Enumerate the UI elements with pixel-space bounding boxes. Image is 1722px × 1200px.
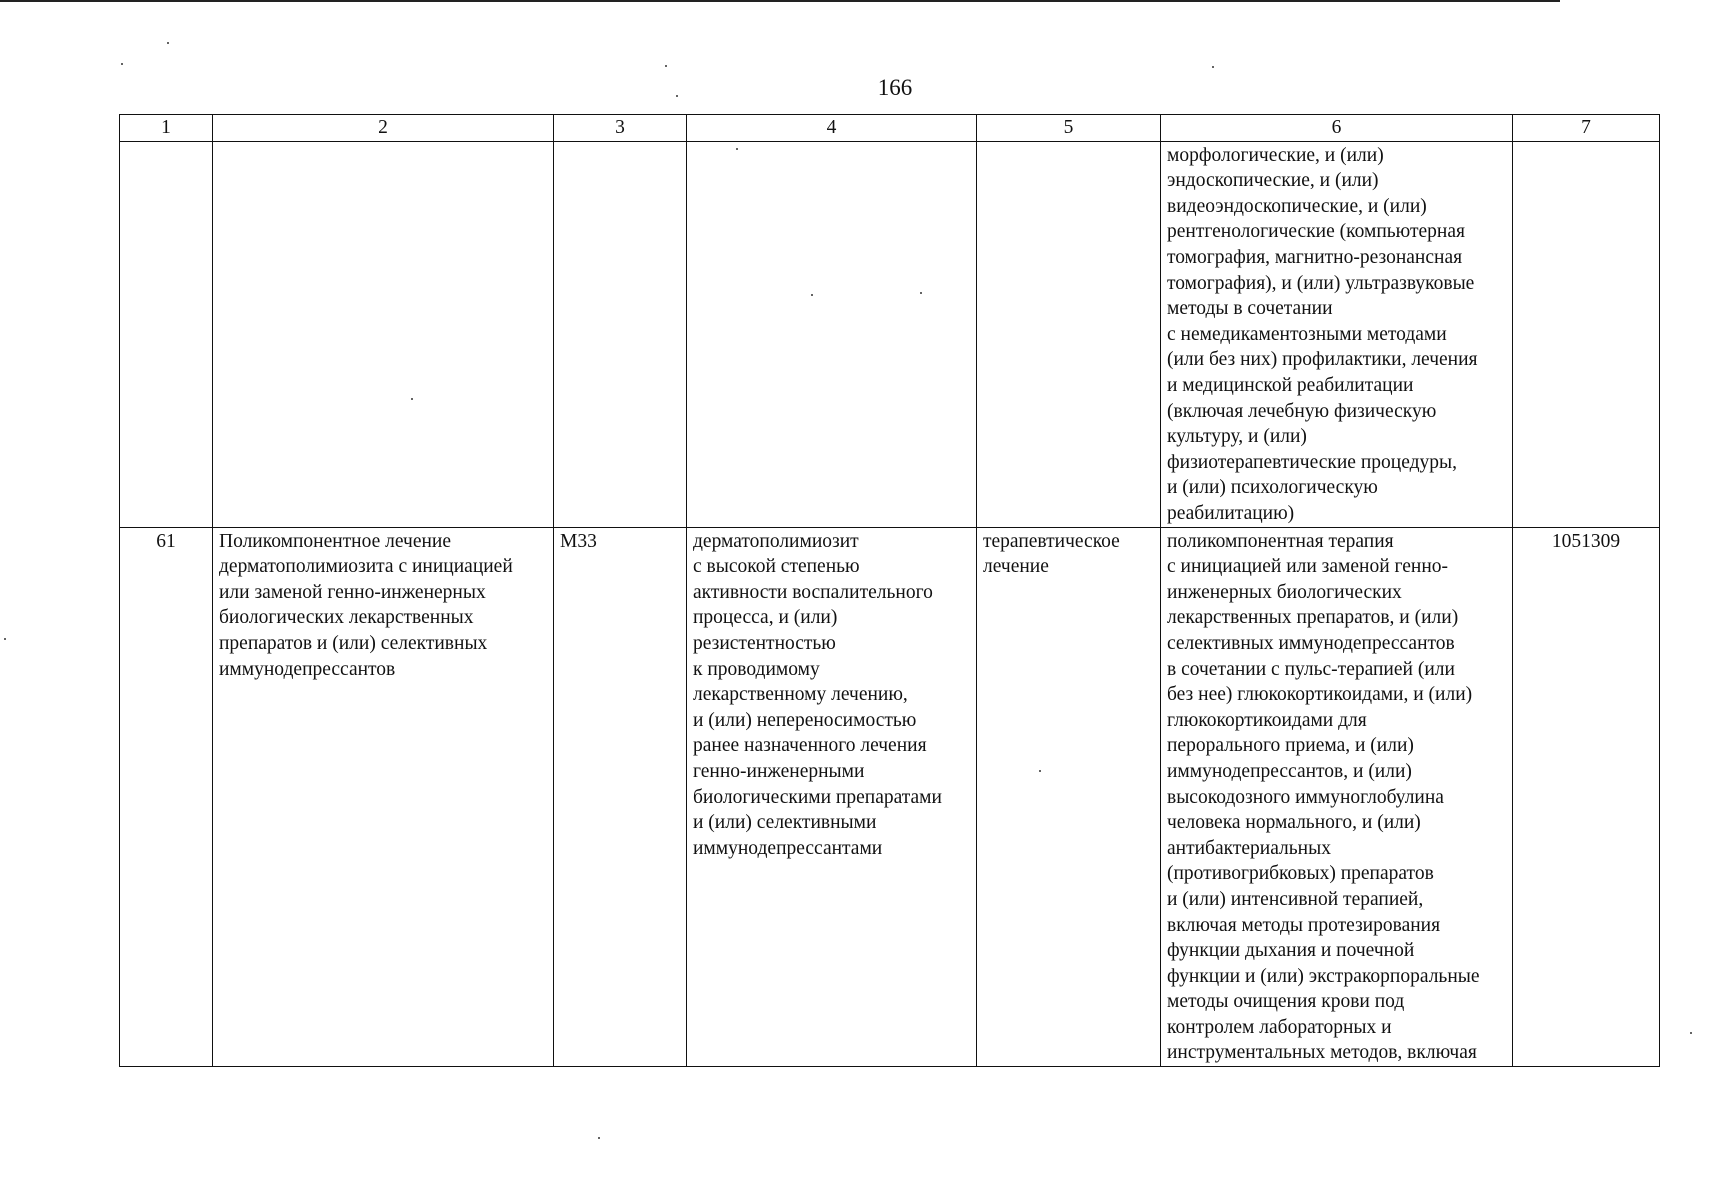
document-table bbox=[119, 114, 1660, 1067]
row-number-cell: 61 bbox=[120, 527, 213, 1066]
scan-speck bbox=[811, 294, 813, 296]
patient-model-cell: дерматополимиозит с высокой степенью активности воспалительного процесса, и (или) резистентностью к проводимому лекарственному лечению, и (или) непереносимостью ранее назначенного лечения генно-инженерными биологическими препаратами и (или) селективными иммунодепрессантами bbox=[687, 527, 977, 1066]
icd-code-cell: M33 bbox=[554, 527, 687, 1066]
scan-speck bbox=[598, 1137, 600, 1139]
scan-speck bbox=[167, 42, 169, 44]
scan-speck bbox=[1212, 66, 1214, 68]
scan-speck bbox=[411, 398, 413, 400]
table-row bbox=[120, 527, 1660, 1066]
scan-speck bbox=[676, 95, 678, 97]
column-header: 1 bbox=[120, 115, 213, 142]
treatment-method-cell: поликомпонентная терапия с инициацией или заменой генно- инженерных биологических лекарственных препаратов, и (или) селективных иммунодепрессантов в сочетании с пульс-терапией (или без нее) глюкокортикоидами, и (или) глюкокортикоидами для перорального приема, и (или) иммунодепрессантов, и (или) высокодозного иммуноглобулина человека нормального, и (или) антибактериальных (противогрибковых) препаратов и (или) интенсивной терапией, включая методы протезирования функции дыхания и почечной функции и (или) экстракорпоральные методы очищения крови под контролем лабораторных и инструментальных методов, включая bbox=[1161, 527, 1513, 1066]
column-header: 4 bbox=[687, 115, 977, 142]
column-header: 3 bbox=[554, 115, 687, 142]
column-header: 6 bbox=[1161, 115, 1513, 142]
scan-speck bbox=[4, 638, 6, 640]
table-header-row bbox=[120, 115, 1660, 142]
table-row bbox=[120, 141, 1660, 527]
treatment-name-cell bbox=[213, 141, 554, 527]
page-number: 166 bbox=[877, 75, 913, 100]
top-edge-rule bbox=[0, 0, 1560, 2]
scan-speck bbox=[1690, 1032, 1692, 1034]
treatment-method-cell: морфологические, и (или) эндоскопические, и (или) видеоэндоскопические, и (или) рентгенологические (компьютерная томография, магнитно-резонансная томография), и (или) ультразвуковые методы в сочетании с немедикаментозными методами (или без них) профилактики, лечения и медицинской реабилитации (включая лечебную физическую культуру, и (или) физиотерапевтические процедуры, и (или) психологическую реабилитацию) bbox=[1161, 141, 1513, 527]
row-number-cell bbox=[120, 141, 213, 527]
scan-speck bbox=[736, 148, 738, 150]
scan-speck bbox=[665, 65, 667, 67]
treatment-type-cell: терапевтическое лечение bbox=[977, 527, 1161, 1066]
column-header: 7 bbox=[1513, 115, 1660, 142]
icd-code-cell bbox=[554, 141, 687, 527]
column-header: 2 bbox=[213, 115, 554, 142]
patient-model-cell bbox=[687, 141, 977, 527]
treatment-name-cell: Поликомпонентное лечение дерматополимиозита с инициацией или заменой генно-инженерных биологических лекарственных препаратов и (или) селективных иммунодепрессантов bbox=[213, 527, 554, 1066]
scan-speck bbox=[1039, 770, 1041, 772]
scan-speck bbox=[920, 292, 922, 294]
treatment-type-cell bbox=[977, 141, 1161, 527]
cost-cell bbox=[1513, 141, 1660, 527]
scan-speck bbox=[121, 63, 123, 65]
column-header: 5 bbox=[977, 115, 1161, 142]
cost-cell: 1051309 bbox=[1513, 527, 1660, 1066]
